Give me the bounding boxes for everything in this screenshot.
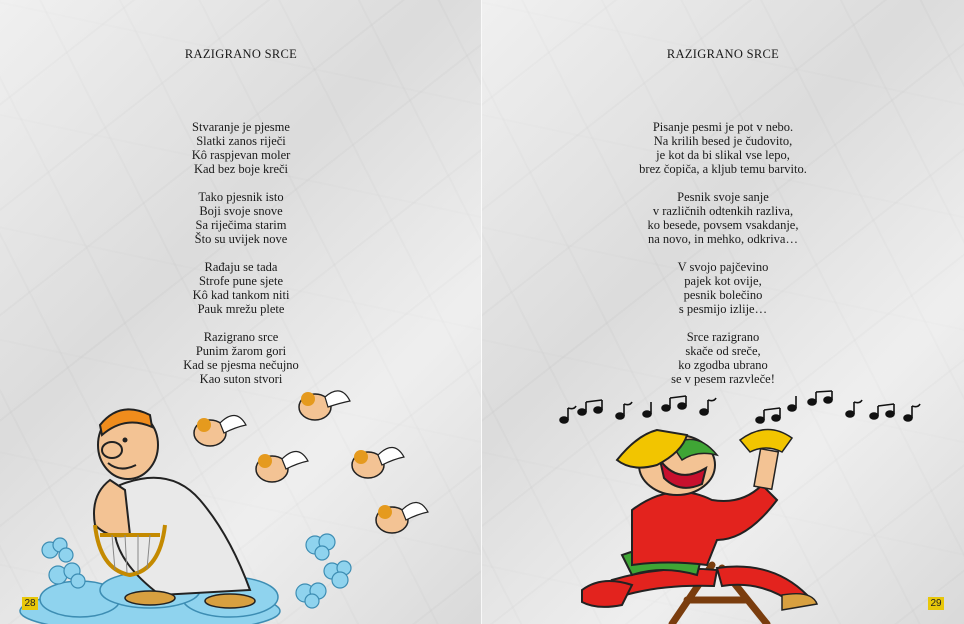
- singing-painter-illustration: [482, 390, 964, 624]
- poem-line: Punim žarom gori: [195, 344, 287, 358]
- poem-line: Slatki zanos riječi: [196, 134, 286, 148]
- cherub-icon: [376, 502, 428, 533]
- poem-line: Stvaranje je pjesme: [192, 120, 290, 134]
- poem-line: Pauk mrežu plete: [197, 302, 285, 316]
- poem-line: na novo, in mehko, odkriva…: [648, 232, 798, 246]
- right-page-title: RAZIGRANO SRCE: [666, 47, 780, 61]
- poem-line: Srce razigrano: [686, 330, 760, 344]
- right-page: [482, 0, 964, 624]
- left-stanza-4: [0, 330, 482, 386]
- right-stanza-1: [482, 120, 964, 176]
- poet-with-lyre-illustration: [0, 385, 482, 624]
- left-stanza-1: [0, 120, 482, 176]
- right-stanza-3: [482, 260, 964, 316]
- poem-line: Kao suton stvori: [199, 372, 283, 386]
- poem-line: Tako pjesnik isto: [198, 190, 284, 204]
- poem-line: Rađaju se tada: [204, 260, 278, 274]
- left-poem: [0, 120, 482, 400]
- poem-line: se v pesem razvleče!: [671, 372, 775, 386]
- musical-notes-icon: [560, 391, 920, 423]
- poem-line: V svojo pajčevino: [677, 260, 769, 274]
- poem-line: Sa riječima starim: [195, 218, 287, 232]
- poem-line: ko zgodba ubrano: [678, 358, 768, 372]
- cherub-icon: [256, 451, 308, 482]
- right-poem: [482, 120, 964, 400]
- cherub-icon: [299, 391, 350, 420]
- poem-line: s pesmijo izlije…: [678, 302, 768, 316]
- cherub-icon: [352, 447, 404, 478]
- page-number-badge: 29: [928, 597, 944, 610]
- poem-line: pajek kot ovije,: [684, 274, 762, 288]
- poem-line: Strofe pune sjete: [198, 274, 283, 288]
- poem-line: Razigrano srce: [203, 330, 279, 344]
- right-stanza-2: [482, 190, 964, 246]
- poem-line: Na krilih besed je čudovito,: [653, 134, 793, 148]
- poem-line: ko besede, povsem vsakdanje,: [647, 218, 799, 232]
- left-page-title: RAZIGRANO SRCE: [184, 47, 298, 61]
- right-stanza-4: [482, 330, 964, 386]
- paint-brush-icon: [740, 429, 792, 489]
- page-number-badge: 28: [22, 597, 38, 610]
- poem-line: pesnik bolečino: [683, 288, 763, 302]
- poem-line: Što su uvijek nove: [194, 232, 288, 246]
- poem-line: je kot da bi slikal vse lepo,: [656, 148, 790, 162]
- poem-line: Kô raspjevan moler: [191, 148, 291, 162]
- left-stanza-3: [0, 260, 482, 316]
- poem-line: v različnih odtenkih razliva,: [652, 204, 794, 218]
- poem-line: Kô kad tankom niti: [192, 288, 290, 302]
- poem-line: Pesnik svoje sanje: [677, 190, 769, 204]
- painter-shirt: [632, 485, 777, 565]
- poem-line: Kad bez boje kreči: [193, 162, 289, 176]
- poem-line: Pisanje pesmi je pot v nebo.: [652, 120, 794, 134]
- poem-line: Boji svoje snove: [199, 204, 283, 218]
- poem-line: brez čopiča, a kljub temu barvito.: [639, 162, 807, 176]
- left-stanza-2: [0, 190, 482, 246]
- cherub-icon: [194, 415, 246, 446]
- poem-line: Kad se pjesma nečujno: [183, 358, 299, 372]
- poem-line: skače od sreče,: [685, 344, 761, 358]
